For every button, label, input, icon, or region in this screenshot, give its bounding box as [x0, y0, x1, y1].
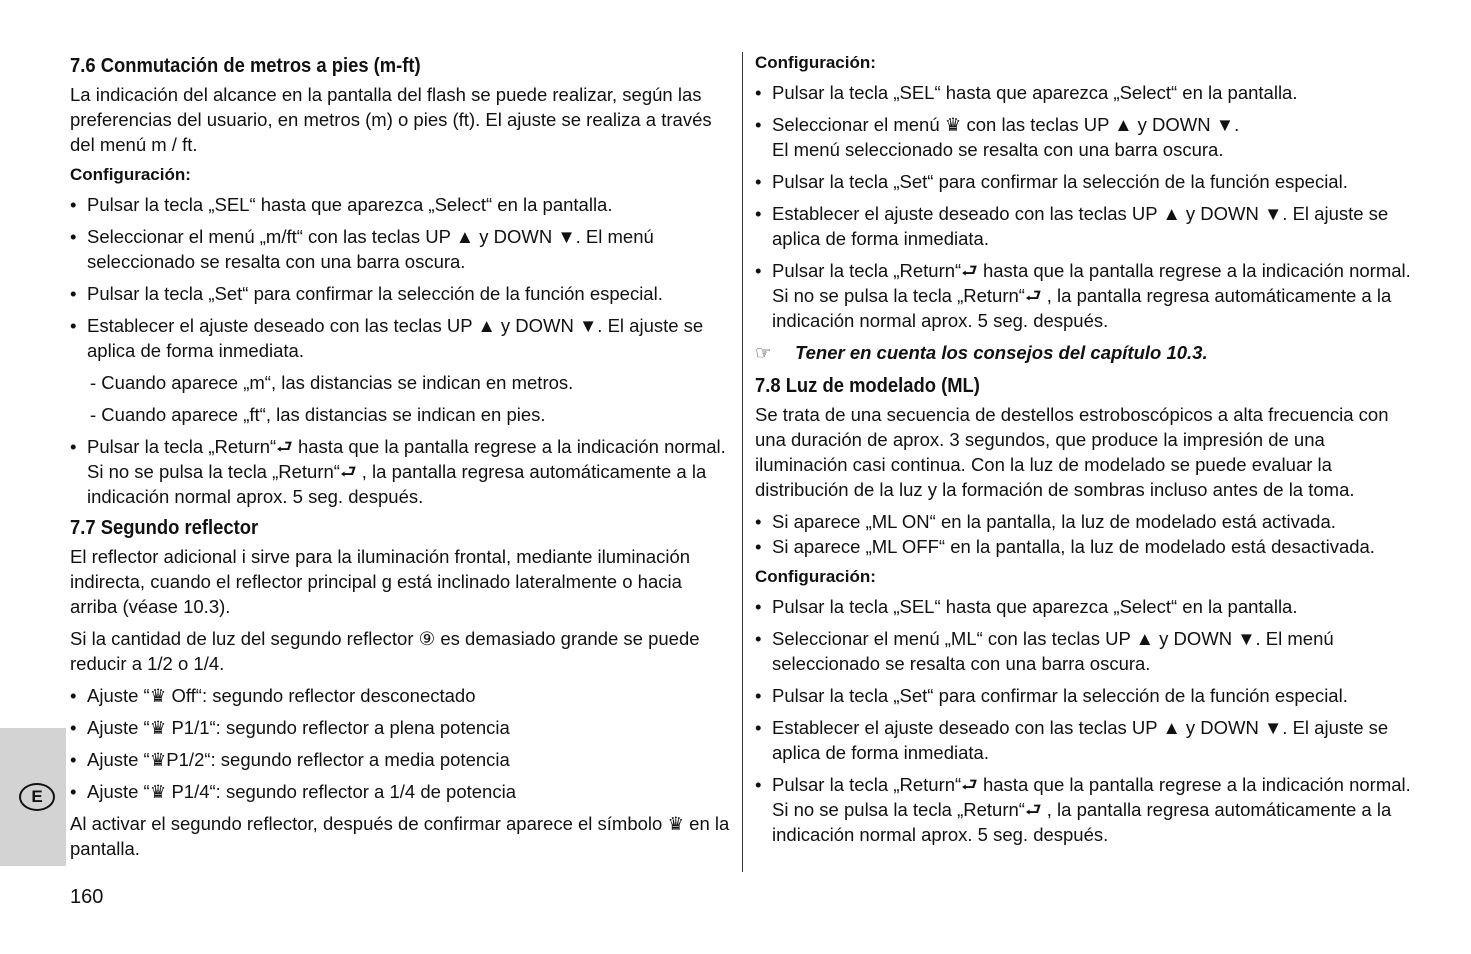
paragraph: El reflector adicional i sirve para la iluminación frontal, mediante iluminación indirecta, cuando el reflector principal g está inclinado lateralmente o hacia arriba (véase 10.3). — [70, 546, 691, 617]
paragraph: Al activar el segundo reflector, después de confirmar aparece el símbolo ♛ en la pantalla. — [70, 813, 730, 859]
list-item: • Si aparece „ML OFF“ en la pantalla, la luz de modelado está desactivada. — [755, 534, 1415, 559]
sub-item: - Cuando aparece „m“, las distancias se indican en metros. — [90, 372, 574, 393]
bullet-list — [755, 509, 1415, 559]
config-heading: Configuración: — [755, 567, 876, 586]
language-badge: E — [19, 783, 55, 811]
note-text: Tener en cuenta los consejos del capítulo 10.3. — [795, 342, 1208, 363]
pointing-hand-icon: ☞ — [755, 342, 772, 363]
list-item: • Pulsar la tecla „Return“⮐ hasta que la pantalla regrese a la indicación normal. Si no se pulsa la tecla „Return“⮐ , la pantalla regresa automáticamente a la indicación normal aprox. 5 seg. después. — [755, 772, 1415, 847]
list-item: • Pulsar la tecla „Set“ para confirmar la selección de la función especial. — [755, 683, 1415, 708]
right-column — [755, 52, 1415, 854]
bullet-list — [755, 594, 1415, 847]
list-item: • Pulsar la tecla „Set“ para confirmar la selección de la función especial. — [70, 281, 730, 306]
column-divider — [742, 52, 743, 872]
section-intro: La indicación del alcance en la pantalla del flash se puede realizar, según las preferencias del usuario, en metros (m) o pies (ft). El ajuste se realiza a través del menú m / ft. — [70, 84, 712, 155]
left-column — [70, 54, 730, 868]
note — [755, 340, 1415, 365]
bullet-list — [70, 192, 730, 509]
list-item: • Ajuste “♛P1/2“: segundo reflector a media potencia — [70, 747, 730, 772]
list-item: • Pulsar la tecla „Return“⮐ hasta que la pantalla regrese a la indicación normal. Si no se pulsa la tecla „Return“⮐ , la pantalla regresa automáticamente a la indicación normal aprox. 5 seg. después. — [70, 434, 730, 509]
list-item: • Ajuste “♛ P1/1“: segundo reflector a plena potencia — [70, 715, 730, 740]
list-item: • Pulsar la tecla „SEL“ hasta que aparezca „Select“ en la pantalla. — [755, 594, 1415, 619]
list-item: • Seleccionar el menú „m/ft“ con las teclas UP ▲ y DOWN ▼. El menú seleccionado se resalta con una barra oscura. — [70, 224, 730, 274]
list-item: • Seleccionar el menú ♛ con las teclas UP ▲ y DOWN ▼. El menú seleccionado se resalta con una barra oscura. — [755, 112, 1415, 162]
bullet-list — [70, 683, 730, 804]
list-item: • Ajuste “♛ Off“: segundo reflector desconectado — [70, 683, 730, 708]
config-heading: Configuración: — [755, 53, 876, 72]
list-item: • Establecer el ajuste deseado con las teclas UP ▲ y DOWN ▼. El ajuste se aplica de forma inmediata. — [755, 715, 1415, 765]
bullet-list — [755, 80, 1415, 333]
list-item: • Pulsar la tecla „SEL“ hasta que aparezca „Select“ en la pantalla. — [755, 80, 1415, 105]
config-heading: Configuración: — [70, 165, 191, 184]
page-number: 160 — [70, 886, 104, 908]
list-item: • Ajuste “♛ P1/4“: segundo reflector a 1/4 de potencia — [70, 779, 730, 804]
section-title-7-6: 7.6 Conmutación de metros a pies (m-ft) — [70, 55, 421, 77]
list-item: • Pulsar la tecla „SEL“ hasta que aparezca „Select“ en la pantalla. — [70, 192, 730, 217]
list-item: • Establecer el ajuste deseado con las teclas UP ▲ y DOWN ▼. El ajuste se aplica de forma inmediata. — [70, 313, 730, 363]
section-intro: Se trata de una secuencia de destellos estroboscópicos a alta frecuencia con una duración de aprox. 3 segundos, que produce la impresión de una iluminación casi continua. Con la luz de modelado se puede evaluar la distribución de la luz y la formación de sombras incluso antes de la toma. — [755, 404, 1389, 500]
sub-item: - Cuando aparece „ft“, las distancias se indican en pies. — [90, 404, 546, 425]
list-item: • Si aparece „ML ON“ en la pantalla, la luz de modelado está activada. — [755, 509, 1415, 534]
list-item: • Seleccionar el menú „ML“ con las teclas UP ▲ y DOWN ▼. El menú seleccionado se resalta con una barra oscura. — [755, 626, 1415, 676]
section-title-7-7: 7.7 Segundo reflector — [70, 517, 259, 539]
list-item: • Pulsar la tecla „Return“⮐ hasta que la pantalla regrese a la indicación normal. Si no se pulsa la tecla „Return“⮐ , la pantalla regresa automáticamente a la indicación normal aprox. 5 seg. después. — [755, 258, 1415, 333]
section-title-7-8: 7.8 Luz de modelado (ML) — [755, 375, 980, 397]
paragraph: Si la cantidad de luz del segundo reflector ⑨ es demasiado grande se puede reducir a 1/2 o 1/4. — [70, 628, 700, 674]
list-item: • Pulsar la tecla „Set“ para confirmar la selección de la función especial. — [755, 169, 1415, 194]
list-item: • Establecer el ajuste deseado con las teclas UP ▲ y DOWN ▼. El ajuste se aplica de forma inmediata. — [755, 201, 1415, 251]
